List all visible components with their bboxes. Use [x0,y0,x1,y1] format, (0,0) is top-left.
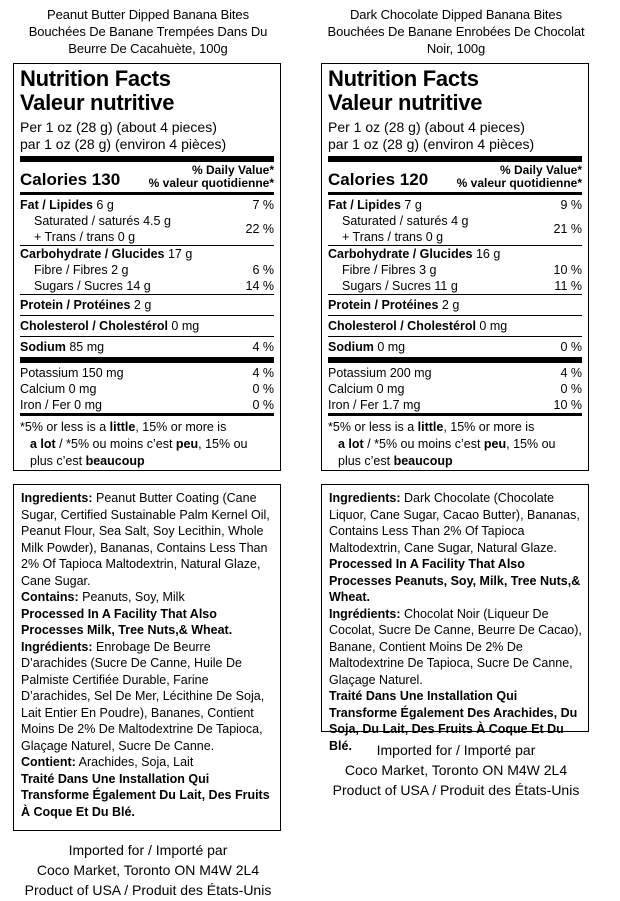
fibre-pct: 10 % [553,263,582,277]
fibre-label: Fibre / Fibres 2 g [34,263,129,277]
serving-size-fr: par 1 oz (28 g) (environ 4 pièces) [20,136,227,152]
cholesterol-amount: 0 mg [167,319,200,333]
fibre-row [20,262,274,278]
carb-label-text: Carbohydrate / Glucides [328,247,473,261]
potassium-row [20,363,274,381]
serving-size-en: Per 1 oz (28 g) (about 4 pieces) [328,119,525,135]
potassium-label: Potassium 150 mg [20,366,124,380]
ingredients-segment: Dark Chocolate (Chocolate Liquor, Cane Sugar, Cacao Butter), Bananas, Contains Less Than 2% Of Tapioca Maltodextrin, Cane Sugar, Natural Glaze. [329,491,580,555]
ingredients-segment: Enrobage De Beurre D’arachides (Sucre De Canne, Huile De Palmiste Certifiée Durable, Farine D’arachides, Sel De Mer, Lécithine De Soja, Lait Entier En Poudre), Bananes, Contient Moins De 2% De Maltodextrine De Tapioca, Glaçage Naturel, Sucre De Canne. [21,639,265,753]
ingredients-segment: Processed In A Facility That Also Processes Peanuts, Soy, Milk, Tree Nuts,& Wheat. [329,557,581,604]
trans-row: + Trans / trans 0 g [34,230,136,244]
iron-pct: 10 % [553,398,582,412]
product-title-line: Dark Chocolate Dipped Banana Bites [350,7,562,22]
product-origin: Product of USA / Produit des États-Unis [24,882,272,898]
fat-label-text: Fat / Lipides [20,198,93,212]
product-title-line: Peanut Butter Dipped Banana Bites [47,7,249,22]
sugars-pct: 14 % [245,279,274,293]
protein-row [20,295,274,315]
nutrition-facts-table [321,63,589,471]
serving-size-fr: par 1 oz (28 g) (environ 4 pièces) [328,136,535,152]
sugars-pct: 11 % [554,279,582,293]
importer-address: Coco Market, Toronto ON M4W 2L4 [36,862,260,878]
ingredients-segment: Chocolat Noir (Liqueur De Cocolat, Sucre De Canne, Beurre De Cacao), Banane, Contient Moins De 2% De Maltodextrine De Tapioca, Sucre De Canne, Glaçage Naturel. [329,606,582,687]
nutrition-title-en: Nutrition Facts [20,66,171,91]
imported-for: Imported for / Importé par [376,742,536,758]
nutrition-facts-table [13,63,281,471]
ingredients-text [329,490,582,754]
sodium-amount: 85 mg [65,340,105,354]
nutrition-title-fr: Valeur nutritive [20,90,175,115]
protein-label: Protein / Protéines [328,298,439,312]
fat-row [328,195,582,213]
calcium-pct: 0 % [560,382,582,396]
sodium-row [328,337,582,357]
saturated-row: Saturated / saturés 4.5 g [34,214,171,228]
cholesterol-label: Cholesterol / Cholestérol [20,319,168,333]
calories-row [328,162,582,192]
sodium-label: Sodium [20,340,66,354]
fibre-row [328,262,582,278]
sugars-label: Sugars / Sucres 14 g [34,279,151,293]
iron-label: Iron / Fer 1.7 mg [328,398,421,412]
saturated-row: Saturated / saturés 4 g [342,214,469,228]
carb-label [20,246,192,262]
calcium-row [328,381,582,397]
cholesterol-label: Cholesterol / Cholestérol [328,319,476,333]
importer-info [308,740,604,800]
carb-row [20,246,274,262]
calcium-label: Calcium 0 mg [328,382,405,396]
potassium-pct: 4 % [252,366,274,380]
calcium-row [20,381,274,397]
product-panel-dark-chocolate [308,0,604,798]
nutrition-title-en: Nutrition Facts [328,66,479,91]
cholesterol-row [328,316,582,336]
fat-amount: 7 g [400,198,422,212]
product-title-line: Noir, 100g [426,41,486,56]
iron-row [20,397,274,413]
protein-label: Protein / Protéines [20,298,131,312]
fat-pct: 7 % [252,198,274,212]
protein-amount: 2 g [130,298,152,312]
daily-value-fr: % valeur quotidienne* [148,176,274,190]
sodium-row [20,337,274,357]
carb-amount: 16 g [472,247,501,261]
footnote-line-3: plus c’est beaucoup [30,454,145,468]
carb-label [328,246,500,262]
trans-row: + Trans / trans 0 g [342,230,444,244]
footnote-line-1: *5% or less is a little, 15% or more is [20,420,227,434]
ingredients-segment: Ingredients: [21,491,93,505]
sodium-amount: 0 mg [373,340,406,354]
fibre-pct: 6 % [252,263,274,277]
cholesterol-row [20,316,274,336]
daily-value-footnote [20,416,274,470]
saturated-trans-pct: 22 % [245,222,274,236]
carb-row [328,246,582,262]
ingredients-segment: Processed In A Facility That Also Processes Milk, Tree Nuts,& Wheat. [21,606,233,637]
saturated-trans-group [328,213,582,245]
fat-amount: 6 g [92,198,114,212]
daily-value-header [457,164,582,190]
daily-value-en: % Daily Value* [191,163,274,177]
ingredients-segment: Contains: [21,590,79,604]
footnote-line-2: a lot / *5% ou moins c’est peu, 15% ou [338,437,556,451]
iron-label: Iron / Fer 0 mg [20,398,102,412]
product-title-line: Beurre De Cacahuète, 100g [68,41,228,56]
sugars-row [20,278,274,294]
ingredients-box [13,484,281,831]
product-title-line: Bouchées De Banane Enrobées De Chocolat [327,24,585,39]
ingredients-segment: Ingrédients: [21,639,93,654]
ingredients-segment: Peanut Butter Coating (Cane Sugar, Certified Sustainable Palm Kernel Oil, Peanut Flour, Sea Salt, Soy Lecithin, Whole Milk Powder), Bananas, Contains Less Than 2% Of Tapioca Maltodextrin, Natural Glaze, Cane Sugar. [21,491,270,588]
importer-info [0,840,296,900]
calories-value: Calories 130 [20,170,121,189]
calories-row [20,162,274,192]
protein-row [328,295,582,315]
footnote-line-1: *5% or less is a little, 15% or more is [328,420,535,434]
calcium-pct: 0 % [252,382,274,396]
ingredients-segment: Traité Dans Une Installation Qui Transforme Également Des Arachides, Du Soja, Du Lait, Des Fruits À Coque Et Du Blé. [329,689,578,753]
fat-pct: 9 % [560,198,582,212]
product-title [308,0,604,57]
product-title [0,0,296,57]
fat-row [20,195,274,213]
sodium-label: Sodium [328,340,374,354]
ingredients-segment: Ingredients: [329,491,401,505]
potassium-label: Potassium 200 mg [328,366,432,380]
ingredients-segment: Ingrédients: [329,606,401,621]
ingredients-segment: Peanuts, Soy, Milk [78,590,185,604]
product-origin: Product of USA / Produit des États-Unis [332,782,580,798]
nutrition-title-fr: Valeur nutritive [328,90,483,115]
ingredients-segment: Contient: [21,755,76,769]
potassium-row [328,363,582,381]
carb-label-text: Carbohydrate / Glucides [20,247,165,261]
fat-label [20,197,114,213]
calories-value: Calories 120 [328,170,429,189]
carb-amount: 17 g [164,247,193,261]
fat-label-text: Fat / Lipides [328,198,401,212]
daily-value-fr: % valeur quotidienne* [456,176,582,190]
fibre-label: Fibre / Fibres 3 g [342,263,437,277]
importer-address: Coco Market, Toronto ON M4W 2L4 [344,762,568,778]
iron-pct: 0 % [252,398,274,412]
daily-value-en: % Daily Value* [499,163,582,177]
iron-row [328,397,582,413]
ingredients-segment: Traité Dans Une Installation Qui Transforme Également Du Lait, Des Fruits À Coque Et Du Blé. [21,771,270,819]
footnote-line-2: a lot / *5% ou moins c’est peu, 15% ou [30,437,248,451]
serving-size-en: Per 1 oz (28 g) (about 4 pieces) [20,119,217,135]
fat-label [328,197,422,213]
protein-amount: 2 g [438,298,460,312]
product-panel-peanut-butter [0,0,296,898]
imported-for: Imported for / Importé par [68,842,228,858]
daily-value-footnote [328,416,582,470]
ingredients-segment: Arachides, Soja, Lait [75,755,194,769]
sodium-pct: 4 % [252,340,274,354]
product-title-line: Bouchées De Banane Trempées Dans Du [28,24,268,39]
sugars-label: Sugars / Sucres 11 g [342,279,458,293]
cholesterol-amount: 0 mg [475,319,508,333]
saturated-trans-pct: 21 % [553,222,582,236]
potassium-pct: 4 % [560,366,582,380]
sugars-row [328,278,582,294]
footnote-line-3: plus c’est beaucoup [338,454,453,468]
calcium-label: Calcium 0 mg [20,382,97,396]
ingredients-text [21,490,274,820]
daily-value-header [149,164,274,190]
saturated-trans-group [20,213,274,245]
sodium-pct: 0 % [560,340,582,354]
